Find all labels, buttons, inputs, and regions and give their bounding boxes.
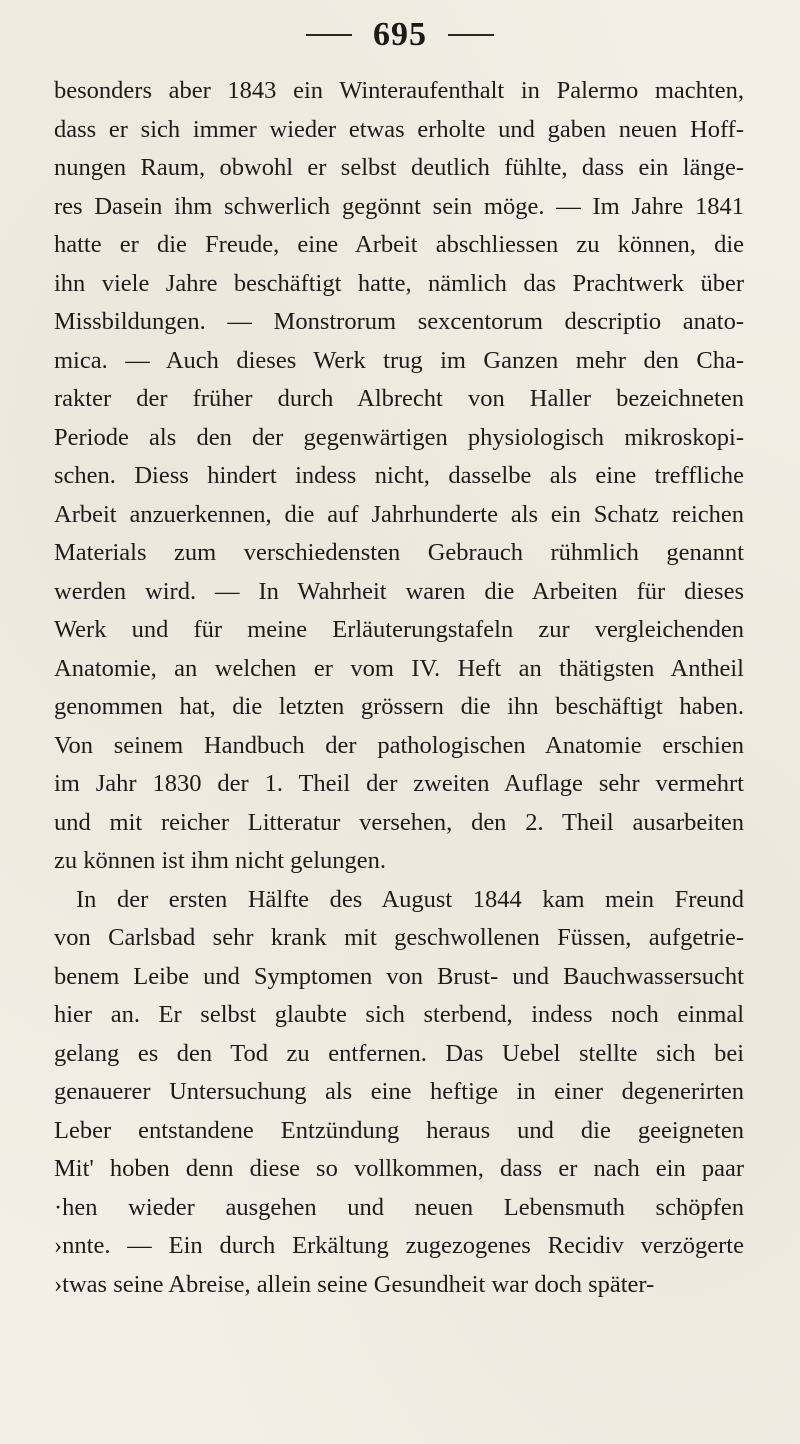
header-rule-right [448, 34, 494, 36]
text-line: Mit' hoben denn diese so vollkommen, dass er nach ein paar [54, 1155, 744, 1182]
text-line: mica. — Auch dieses Werk trug im Ganzen mehr den Cha- [54, 346, 744, 374]
text-line: Materials zum verschiedensten Gebrauch rühmlich genannt [54, 539, 744, 566]
text-line: zu können ist ihm nicht gelungen. [54, 847, 387, 874]
text-line: Werk und für meine Erläuterungstafeln zur vergleichenden [54, 616, 744, 643]
text-line: und mit reicher Litteratur versehen, den 2. Theil ausarbeiten [54, 808, 744, 836]
text-line: hatte er die Freude, eine Arbeit abschliessen zu können, die [54, 231, 744, 258]
text-line: nungen Raum, obwohl er selbst deutlich fühlte, dass ein länge- [54, 154, 744, 181]
text-line: ·hen wieder ausgehen und neuen Lebensmuth schöpfen [54, 1193, 744, 1221]
text-line: rakter der früher durch Albrecht von Haller bezeichneten [54, 385, 744, 412]
page-number: 695 [373, 16, 427, 53]
body-text [54, 72, 744, 1304]
text-line: gelang es den Tod zu entfernen. Das Uebel stellte sich bei [54, 1039, 744, 1067]
text-line: hier an. Er selbst glaubte sich sterbend, indess noch einmal [54, 1001, 744, 1028]
text-line: Von seinem Handbuch der pathologischen Anatomie erschien [54, 731, 744, 759]
text-line: Arbeit anzuerkennen, die auf Jahrhunderte als ein Schatz reichen [54, 500, 744, 528]
header-rule-left [306, 34, 352, 36]
text-line: ›twas seine Abreise, allein seine Gesundheit war doch später- [54, 1270, 655, 1298]
text-line: Anatomie, an welchen er vom IV. Heft an thätigsten Antheil [54, 654, 744, 682]
text-line: werden wird. — In Wahrheit waren die Arbeiten für dieses [54, 577, 744, 605]
text-line: Leber entstandene Entzündung heraus und die geeigneten [54, 1116, 744, 1144]
text-line: im Jahr 1830 der 1. Theil der zweiten Auflage sehr vermehrt [54, 770, 744, 797]
text-line: In der ersten Hälfte des August 1844 kam mein Freund [76, 885, 744, 913]
text-line: ihn viele Jahre beschäftigt hatte, nämlich das Prachtwerk über [54, 269, 744, 297]
text-line: genauerer Untersuchung als eine heftige in einer degenerirten [54, 1078, 744, 1105]
page-header [0, 16, 800, 56]
text-line: genommen hat, die letzten grössern die ihn beschäftigt haben. [54, 693, 744, 720]
text-line: Missbildungen. — Monstrorum sexcentorum descriptio anato- [54, 308, 744, 335]
text-line: dass er sich immer wieder etwas erholte und gaben neuen Hoff- [54, 115, 744, 143]
text-line: schen. Diess hindert indess nicht, dasselbe als eine treffliche [54, 462, 744, 489]
text-line: von Carlsbad sehr krank mit geschwollenen Füssen, aufgetrie- [54, 924, 744, 951]
text-line: ›nnte. — Ein durch Erkältung zugezogenes Recidiv verzögerte [54, 1232, 744, 1259]
text-line: benem Leibe und Symptomen von Brust- und Bauchwassersucht [54, 962, 744, 990]
text-line: res Dasein ihm schwerlich gegönnt sein möge. — Im Jahre 1841 [54, 192, 744, 220]
text-line: Periode als den der gegenwärtigen physiologisch mikroskopi- [54, 423, 744, 451]
text-line: besonders aber 1843 ein Winteraufenthalt in Palermo machten, [54, 77, 744, 104]
